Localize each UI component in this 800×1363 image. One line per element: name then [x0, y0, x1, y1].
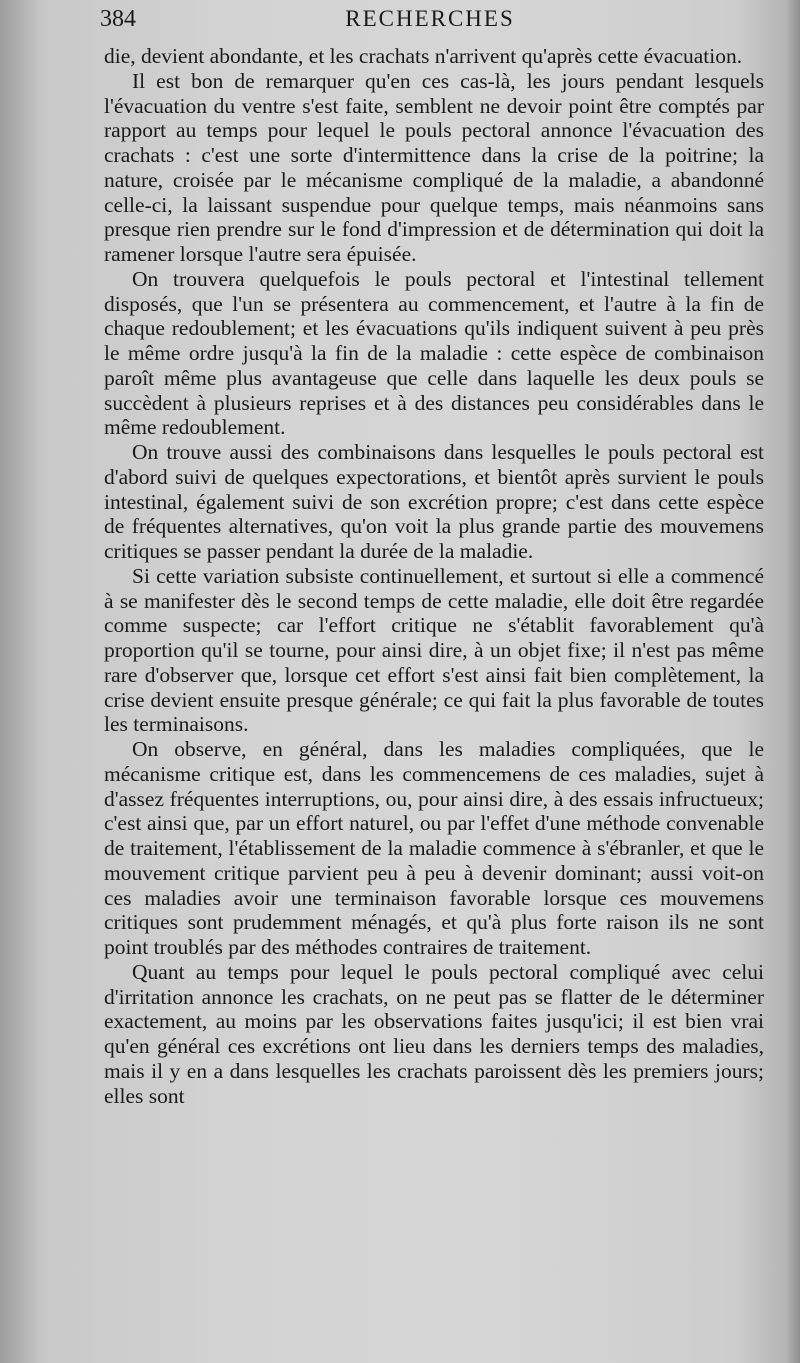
page-gutter-shadow [0, 0, 40, 1363]
running-head [100, 6, 760, 36]
paragraph: On observe, en général, dans les maladies compliquées, que le mécanisme critique est, dans les commencemens de ces maladies, sujet à d'assez fréquentes interruptions, ou, pour ainsi dire, à des essais infructueux; c'est ainsi que, par un effort naturel, ou par l'effet d'une méthode convenable de traitement, l'établissement de la maladie commence à s'ébranler, et que le mouvement critique parvient peu à peu à devenir dominant; aussi voit-on ces maladies avoir une terminaison favorable lorsque ces mouvemens critiques sont prudemment ménagés, et qu'à plus forte raison ils ne sont point troublés par des méthodes contraires de traitement. [104, 737, 764, 959]
paragraph: Quant au temps pour lequel le pouls pectoral compliqué avec celui d'irritation annonce les crachats, on ne peut pas se flatter de le déterminer exactement, au moins par les observations faites jusqu'ici; il est bien vrai qu'en général ces excrétions ont lieu dans les derniers temps des maladies, mais il y en a dans lesquelles les crachats paroissent dès les premiers jours; elles sont [104, 959, 764, 1108]
paragraph: die, devient abondante, et les crachats n'arrivent qu'après cette évacuation. [104, 44, 743, 68]
paragraph: On trouve aussi des combinaisons dans lesquelles le pouls pectoral est d'abord suivi de quelques expectorations, et bientôt après survient le pouls intestinal, également suivi de son excrétion propre; c'est dans cette espèce de fréquentes alternatives, qu'on voit la plus grande partie des mouvemens critiques se passer pendant la durée de la maladie. [104, 440, 764, 563]
running-title: RECHERCHES [345, 6, 515, 31]
paragraph: Il est bon de remarquer qu'en ces cas-là, les jours pendant lesquels l'évacuation du ventre s'est faite, semblent ne devoir point être comptés par rapport au temps pour lequel le pouls pectoral annonce l'évacuation des crachats : c'est une sorte d'intermittence dans la crise de la poitrine; la nature, croisée par le mécanisme compliqué de la maladie, a abandonné celle-ci, la laissant suspendue pour quelque temps, mais néanmoins sans presque rien prendre sur le fond d'impression et de détermination qui doit la ramener lorsque l'autre sera épuisée. [104, 68, 764, 266]
page-edge-shadow [786, 0, 800, 1363]
paragraph: Si cette variation subsiste continuellement, et surtout si elle a commencé à se manifester dès le second temps de cette maladie, elle doit être regardée comme suspecte; car l'effort critique ne s'établit favorablement qu'à proportion qu'il se tourne, pour ainsi dire, à un objet fixe; il n'est pas même rare d'observer que, lorsque cet effort s'est ainsi fait bien complètement, la crise devient ensuite presque générale; ce qui fait la plus favorable de toutes les terminaisons. [104, 563, 764, 737]
page-number: 384 [100, 6, 136, 32]
paragraph: On trouvera quelquefois le pouls pectoral et l'intestinal tellement disposés, que l'un se présentera au commencement, et l'autre à la fin de chaque redoublement; et les évacuations qu'ils indiquent suivent à peu près le même ordre jusqu'à la fin de la maladie : cette espèce de combinaison paroît même plus avantageuse que celle dans laquelle les deux pouls se succèdent à plusieurs reprises et à des distances peu considérables dans le même redoublement. [104, 266, 764, 440]
body-text [104, 44, 764, 1108]
